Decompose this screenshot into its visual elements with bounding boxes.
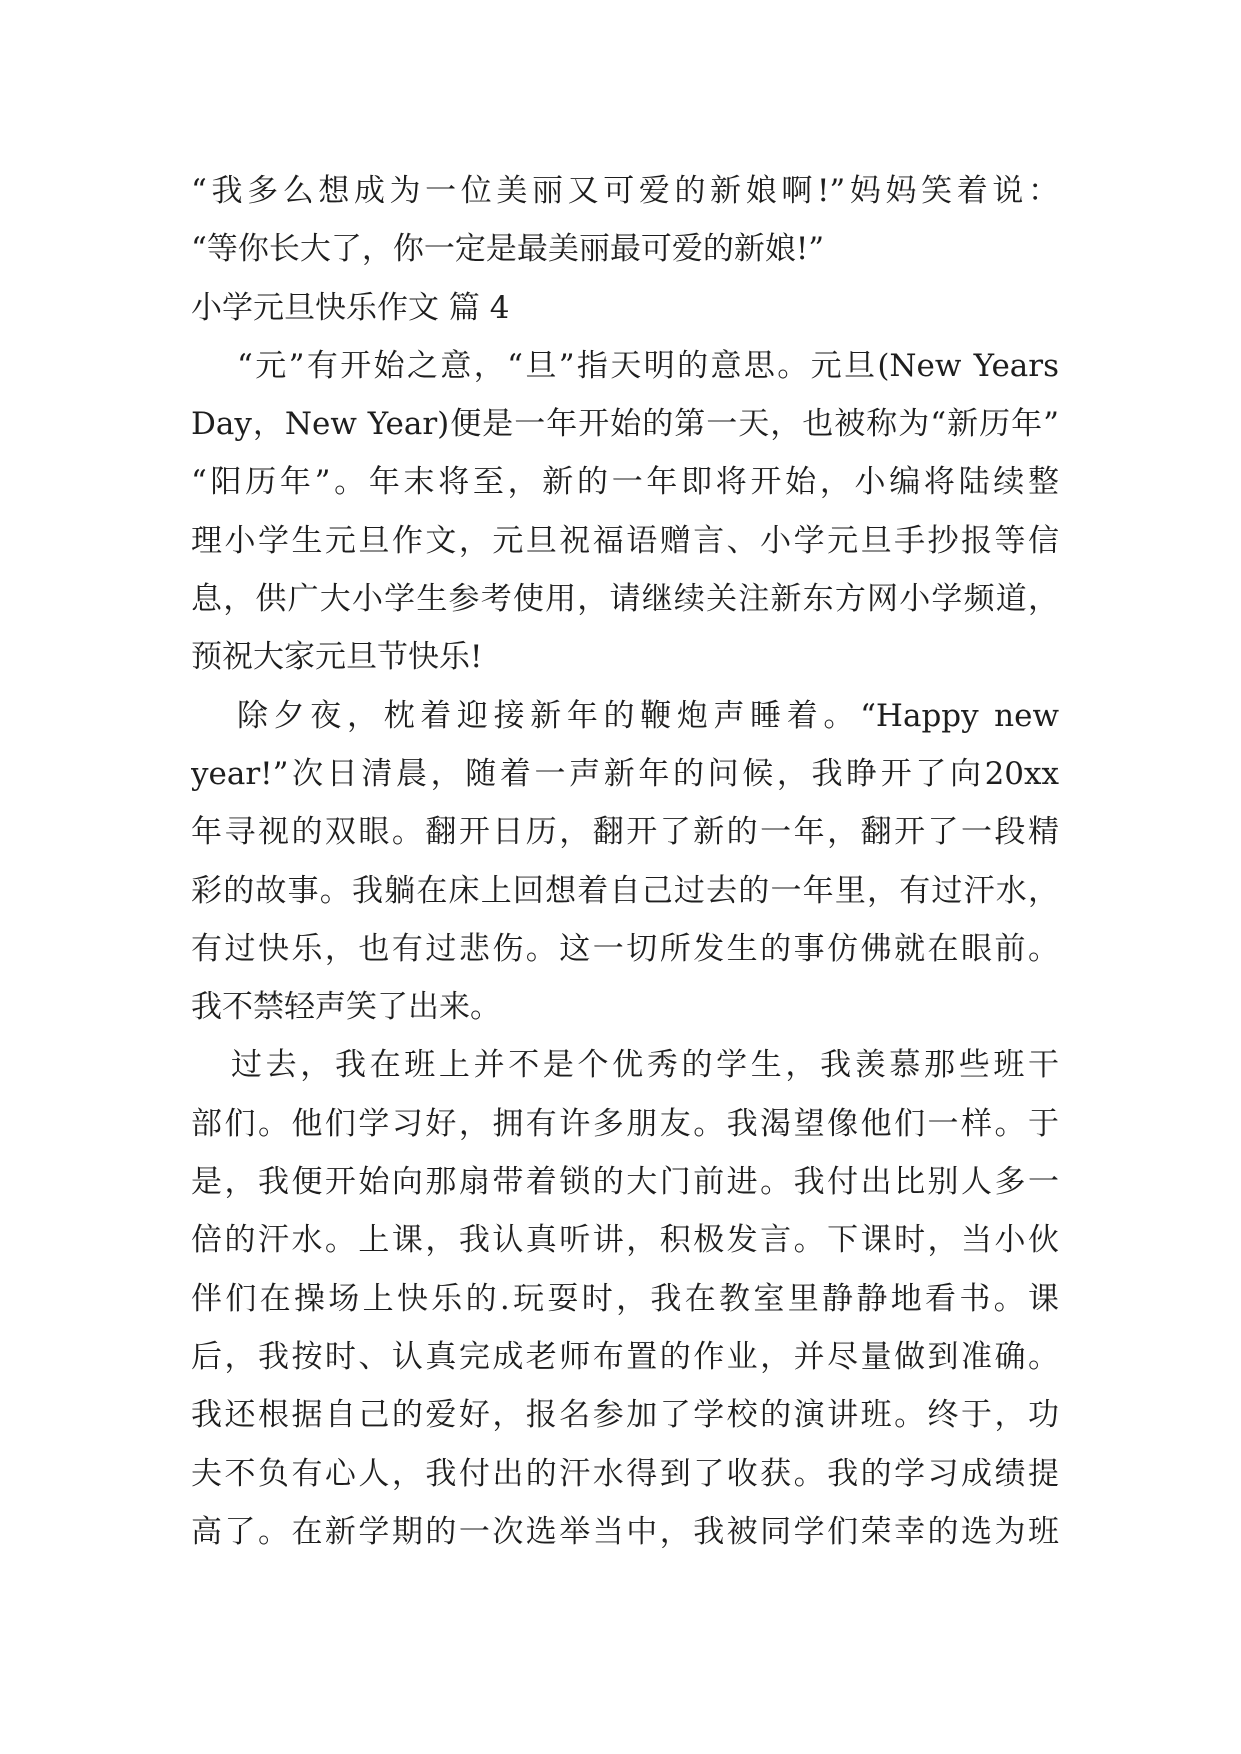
text-line: 年寻视的双眼。翻开日历，翻开了新的一年，翻开了一段精 xyxy=(191,814,1059,851)
text-line: 我还根据自己的爱好，报名参加了学校的演讲班。终于，功 xyxy=(191,1397,1059,1434)
section-heading: 小学元旦快乐作文 篇 4 xyxy=(191,289,510,326)
text-line: 夫不负有心人，我付出的汗水得到了收获。我的学习成绩提 xyxy=(191,1455,1059,1492)
text-line: 是，我便开始向那扇带着锁的大门前进。我付出比别人多一 xyxy=(191,1164,1059,1201)
text-line: “等你长大了，你一定是最美丽最可爱的新娘!” xyxy=(191,231,825,268)
text-line: 倍的汗水。上课，我认真听讲，积极发言。下课时，当小伙 xyxy=(191,1222,1059,1259)
document-body xyxy=(191,162,1059,1561)
text-line: 有过快乐，也有过悲伤。这一切所发生的事仿佛就在眼前。 xyxy=(191,930,1059,967)
text-line: 过去，我在班上并不是个优秀的学生，我羡慕那些班干 xyxy=(231,1047,1059,1084)
text-line: “我多么想成为一位美丽又可爱的新娘啊!”妈妈笑着说： xyxy=(191,173,1059,209)
text-line: 理小学生元旦作文，元旦祝福语赠言、小学元旦手抄报等信 xyxy=(191,522,1059,559)
text-line: 后，我按时、认真完成老师布置的作业，并尽量做到准确。 xyxy=(191,1338,1059,1375)
text-line: 除夕夜，枕着迎接新年的鞭炮声睡着。“Happy new xyxy=(237,697,1059,734)
text-line: “元”有开始之意，“旦”指天明的意思。元旦(New Years xyxy=(237,347,1059,384)
text-line: 伴们在操场上快乐的.玩耍时，我在教室里静静地看书。课 xyxy=(191,1280,1059,1317)
text-line: 息，供广大小学生参考使用，请继续关注新东方网小学频道， xyxy=(191,581,1059,618)
text-line: year!”次日清晨，随着一声新年的问候，我睁开了向20xx xyxy=(191,755,1059,792)
text-line: 彩的故事。我躺在床上回想着自己过去的一年里，有过汗水， xyxy=(191,872,1059,909)
text-line: 部们。他们学习好，拥有许多朋友。我渴望像他们一样。于 xyxy=(191,1105,1059,1142)
text-line: Day，New Year)便是一年开始的第一天，也被称为“新历年” xyxy=(191,406,1059,443)
text-line: 我不禁轻声笑了出来。 xyxy=(191,989,501,1026)
text-line: 预祝大家元旦节快乐! xyxy=(191,639,483,676)
text-line: “阳历年”。年末将至，新的一年即将开始，小编将陆续整 xyxy=(191,464,1059,501)
text-line: 高了。在新学期的一次选举当中，我被同学们荣幸的选为班 xyxy=(191,1513,1059,1550)
